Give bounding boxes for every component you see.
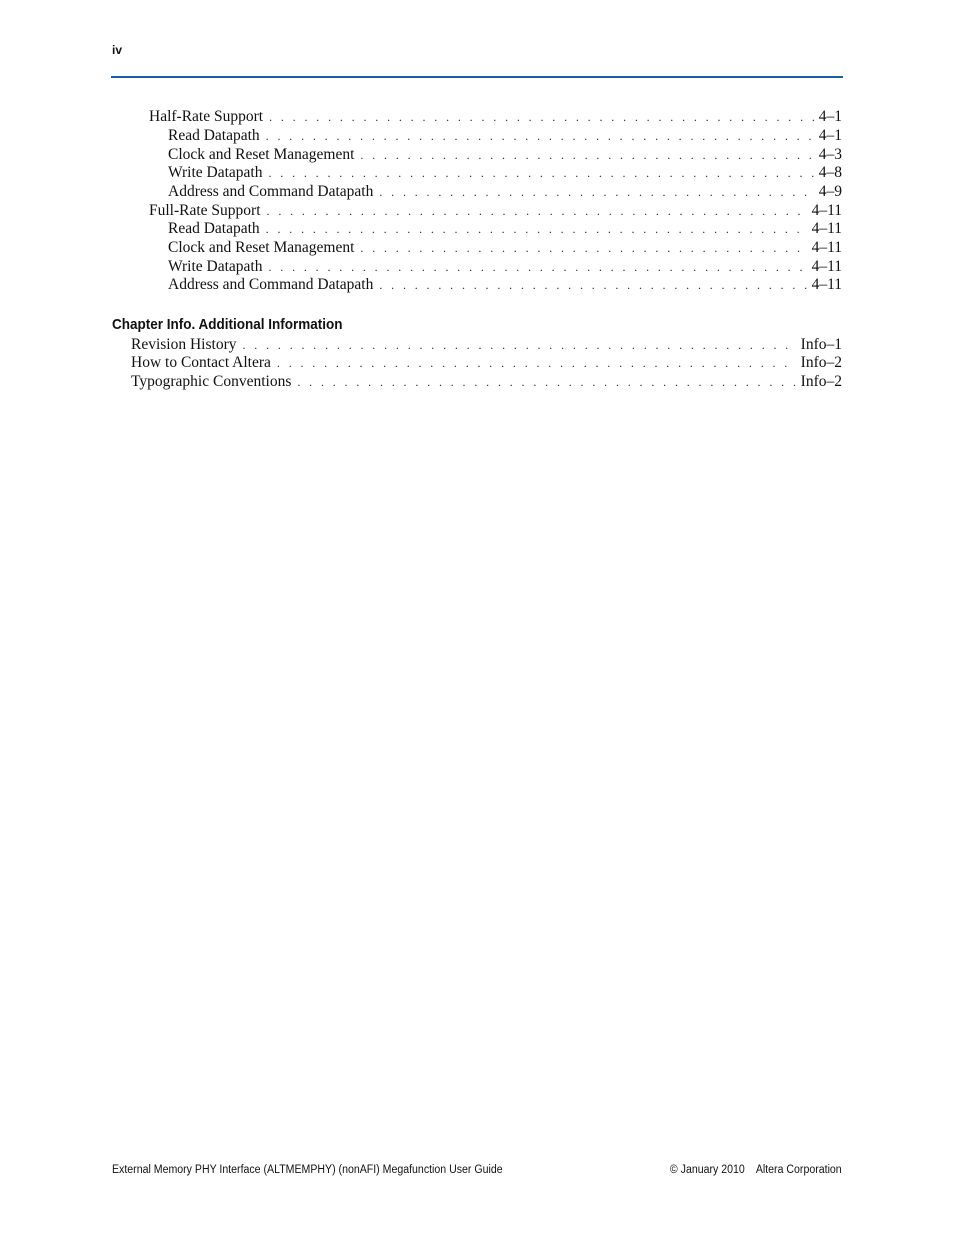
page-number: iv: [112, 43, 123, 57]
toc-entry-title: Address and Command Datapath: [168, 183, 374, 200]
toc-entry-title: How to Contact Altera: [131, 354, 271, 371]
toc-entry[interactable]: [168, 275, 842, 294]
toc-entry-title: Full-Rate Support: [149, 202, 261, 219]
toc-entry[interactable]: [149, 201, 842, 220]
toc-entry-title: Clock and Reset Management: [168, 239, 355, 256]
dot-leader: [379, 183, 814, 202]
toc-entry-page: 4–11: [811, 239, 842, 256]
toc-entry-page: 4–9: [818, 183, 842, 200]
toc-entry[interactable]: [149, 107, 842, 126]
toc-entry-page: 4–11: [811, 220, 842, 237]
toc-entry[interactable]: [168, 182, 842, 201]
toc-entry-page: 4–11: [811, 202, 842, 219]
toc-entry-title: Read Datapath: [168, 220, 260, 237]
toc-entry[interactable]: [131, 372, 842, 391]
toc-entry-title: Address and Command Datapath: [168, 276, 374, 293]
toc-entry-page: 4–3: [818, 146, 842, 163]
toc-entry-title: Half-Rate Support: [149, 108, 264, 125]
toc-entry-page: Info–2: [800, 373, 842, 390]
footer-company: Altera Corporation: [756, 1164, 842, 1176]
toc-entry[interactable]: [131, 335, 842, 354]
toc-entry[interactable]: [131, 353, 842, 372]
dot-leader: [360, 239, 807, 258]
dot-leader: [266, 127, 815, 146]
footer-copyright: [670, 1162, 842, 1178]
dot-leader: [268, 164, 814, 183]
header-rule: [111, 76, 843, 78]
dot-leader: [266, 220, 808, 239]
toc-entry-page: Info–2: [800, 354, 842, 371]
toc-entry-title: Write Datapath: [168, 258, 263, 275]
footer-date: © January 2010: [670, 1164, 746, 1176]
toc-entry[interactable]: [168, 238, 842, 257]
dot-leader: [297, 373, 796, 392]
toc-entry-title: Revision History: [131, 336, 237, 353]
toc-entry-title: Read Datapath: [168, 127, 260, 144]
toc-entry-page: 4–1: [818, 127, 842, 144]
dot-leader: [269, 108, 815, 127]
toc-entry-page: 4–8: [818, 164, 842, 181]
toc-entry[interactable]: [168, 145, 842, 164]
toc-entry-title: Typographic Conventions: [131, 373, 292, 390]
toc-entry[interactable]: [168, 163, 842, 182]
dot-leader: [277, 354, 797, 373]
dot-leader: [379, 276, 807, 295]
toc-entry[interactable]: [168, 219, 842, 238]
toc-entry-page: Info–1: [800, 336, 842, 353]
toc-entry-title: Write Datapath: [168, 164, 263, 181]
toc-entry[interactable]: [168, 126, 842, 145]
toc-entry[interactable]: [168, 257, 842, 276]
toc-entry-title: Clock and Reset Management: [168, 146, 355, 163]
chapter-heading[interactable]: Chapter Info. Additional Information: [112, 316, 343, 333]
toc-entry-page: 4–1: [818, 108, 842, 125]
footer-document-title: External Memory PHY Interface (ALTMEMPHY) (nonAFI) Megafunction User Guide: [112, 1164, 503, 1176]
toc-entry-page: 4–11: [811, 258, 842, 275]
toc-entry-page: 4–11: [811, 276, 842, 293]
